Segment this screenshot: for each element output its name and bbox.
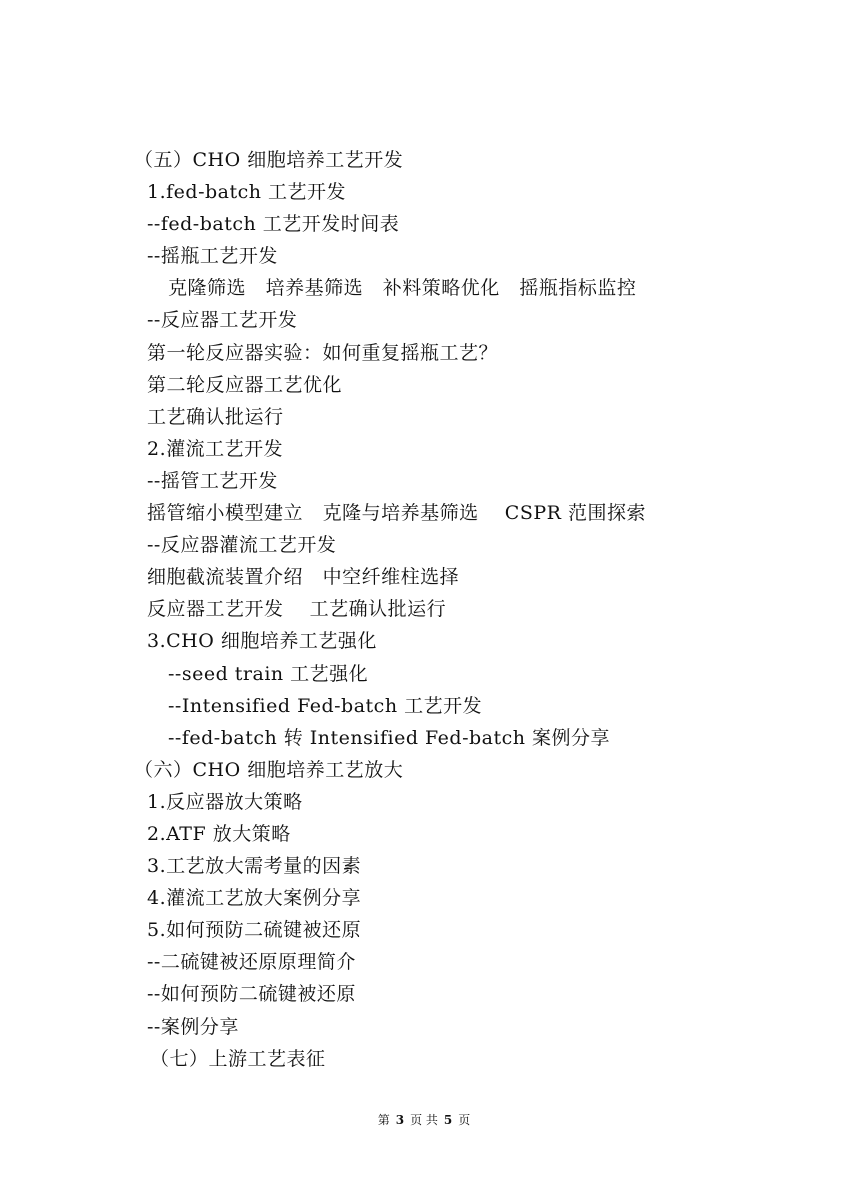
outline-item: --fed-batch 工艺开发时间表 bbox=[147, 213, 400, 236]
outline-item: 3.工艺放大需考量的因素 bbox=[147, 855, 362, 878]
footer-page-number: 3 bbox=[395, 1113, 405, 1127]
outline-item: --反应器灌流工艺开发 bbox=[147, 534, 337, 557]
footer-prefix: 第 bbox=[377, 1113, 390, 1127]
footer-total-pages: 5 bbox=[443, 1113, 453, 1127]
page-footer bbox=[0, 1111, 848, 1129]
outline-item: 5.如何预防二硫键被还原 bbox=[147, 919, 362, 942]
section-heading-6: （六）CHO 细胞培养工艺放大 bbox=[134, 758, 404, 781]
section-heading-7: （七）上游工艺表征 bbox=[150, 1047, 326, 1070]
outline-item: 摇管缩小模型建立 克隆与培养基筛选 CSPR 范围探索 bbox=[147, 502, 646, 525]
outline-item: 克隆筛选 培养基筛选 补料策略优化 摇瓶指标监控 bbox=[168, 277, 637, 300]
section-heading-5: （五）CHO 细胞培养工艺开发 bbox=[134, 149, 404, 171]
outline-item: 第一轮反应器实验：如何重复摇瓶工艺？ bbox=[147, 341, 499, 364]
outline-item: 4.灌流工艺放大案例分享 bbox=[147, 887, 362, 910]
outline-item: 细胞截流装置介绍 中空纤维柱选择 bbox=[147, 566, 460, 589]
outline-item: 反应器工艺开发 工艺确认批运行 bbox=[147, 598, 447, 621]
course-outline bbox=[0, 144, 848, 1075]
footer-mid: 页 共 bbox=[410, 1113, 438, 1127]
outline-item: --fed-batch 转 Intensified Fed-batch 案例分享 bbox=[168, 726, 611, 749]
outline-item: 2.ATF 放大策略 bbox=[147, 822, 291, 845]
footer-suffix: 页 bbox=[458, 1113, 471, 1127]
outline-item: --Intensified Fed-batch 工艺开发 bbox=[168, 694, 483, 717]
outline-item: 第二轮反应器工艺优化 bbox=[147, 373, 343, 396]
outline-item: --seed train 工艺强化 bbox=[168, 662, 369, 685]
outline-item: 1.fed-batch 工艺开发 bbox=[147, 181, 347, 204]
outline-item: 3.CHO 细胞培养工艺强化 bbox=[147, 630, 377, 653]
outline-item: --如何预防二硫键被还原 bbox=[147, 983, 356, 1006]
outline-item: 2.灌流工艺开发 bbox=[147, 437, 284, 460]
outline-item: --反应器工艺开发 bbox=[147, 309, 298, 332]
outline-item: --摇瓶工艺开发 bbox=[147, 245, 278, 268]
outline-item: 工艺确认批运行 bbox=[147, 405, 284, 428]
outline-item: --摇管工艺开发 bbox=[147, 469, 278, 492]
outline-item: --案例分享 bbox=[147, 1015, 239, 1038]
outline-item: --二硫键被还原原理简介 bbox=[147, 951, 356, 974]
outline-item: 1.反应器放大策略 bbox=[147, 790, 303, 813]
